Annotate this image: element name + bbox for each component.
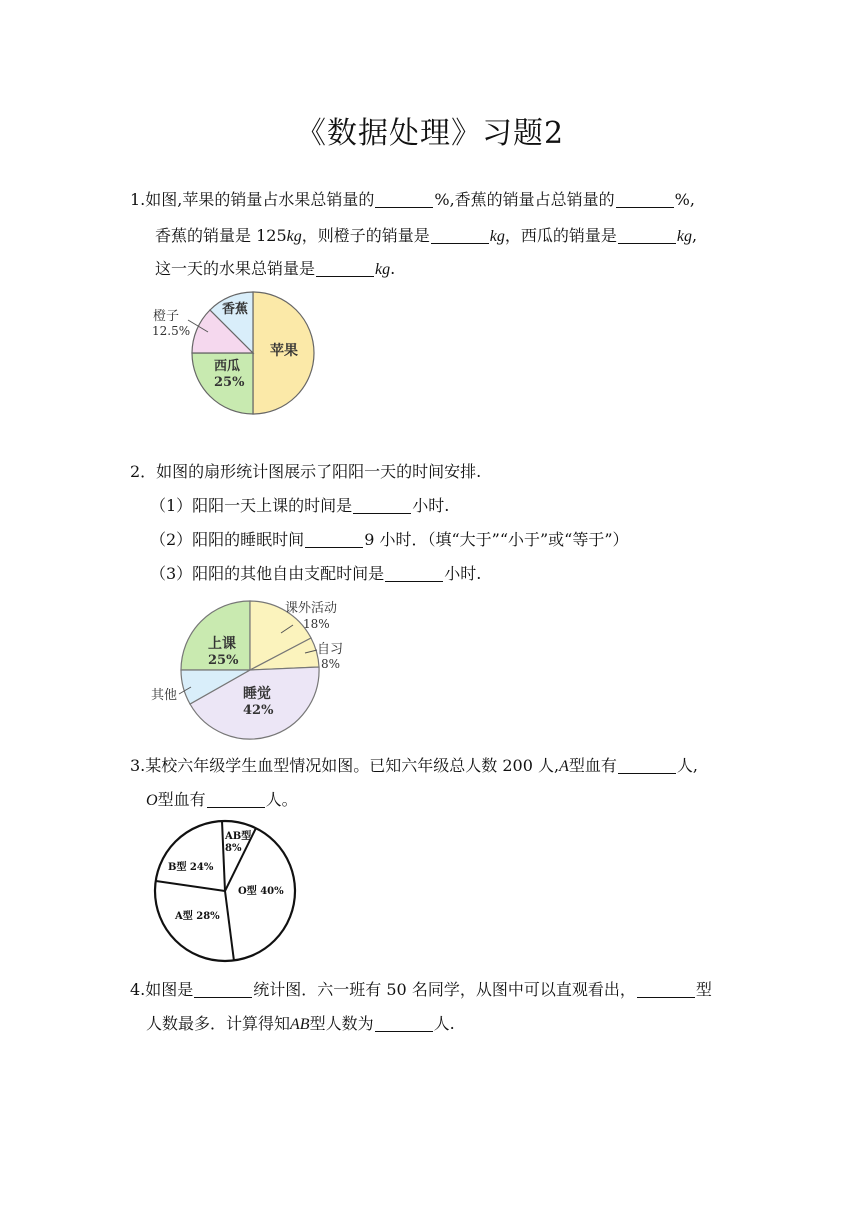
q1-text: .: [390, 259, 396, 278]
label-ab: AB型: [225, 831, 252, 842]
q2-text: 小时.: [412, 496, 450, 515]
unit-kg: kg: [375, 261, 391, 278]
label-apple: 苹果: [270, 343, 298, 359]
q4-text: 人.: [433, 1014, 455, 1033]
q1-text: %,香蕉的销量占总销量的: [434, 190, 615, 209]
label-class: 上课: [208, 636, 236, 652]
answer-blank[interactable]: [375, 1015, 433, 1032]
fruit-pie-chart: [140, 290, 340, 420]
answer-blank[interactable]: [353, 497, 411, 514]
q2-text: 9 小时．（填“大于”“小于”或“等于”）: [364, 530, 629, 549]
answer-blank[interactable]: [431, 227, 489, 244]
answer-blank[interactable]: [194, 981, 252, 998]
q1-text: ,: [692, 226, 698, 245]
q4-text: 4.如图是: [130, 980, 194, 999]
q2-intro: 2．如图的扇形统计图展示了阳阳一天的时间安排.: [130, 462, 482, 481]
q2-text: （1）阳阳一天上课的时间是: [150, 496, 353, 515]
q4-text: 统计图．六一班有 50 名同学，从图中可以直观看出，: [253, 980, 636, 999]
q2-text: （3）阳阳的其他自由支配时间是: [150, 564, 385, 583]
q3-text: 3.某校六年级学生血型情况如图。已知六年级总人数 200 人,: [130, 756, 560, 775]
q4-line-1: [130, 980, 712, 1000]
q4-text: 型: [695, 980, 712, 999]
q1-line-1: [130, 190, 695, 210]
label-o: O型 40%: [238, 886, 284, 897]
var-a: A: [559, 758, 569, 775]
label-orange-pct: 12.5%: [152, 324, 191, 338]
label-extra: 课外活动: [285, 601, 338, 616]
q1-text: ，则橙子的销量是: [301, 226, 430, 245]
q3-text: 人,: [676, 756, 698, 775]
answer-blank[interactable]: [618, 757, 676, 774]
answer-blank[interactable]: [618, 227, 676, 244]
q2-text: （2）阳阳的睡眠时间: [150, 530, 305, 549]
schedule-pie-chart: [145, 595, 375, 740]
label-a: A型 28%: [175, 911, 220, 922]
q1-text: 1.如图,苹果的销量占水果总销量的: [130, 190, 375, 209]
q3-line-2: [146, 790, 298, 811]
unit-kg: kg: [489, 228, 505, 245]
label-other: 其他: [151, 688, 178, 703]
q1-line-2: [155, 226, 697, 247]
q3-text: 型血有: [157, 790, 206, 809]
label-sleep-pct: 42%: [243, 703, 274, 718]
unit-kg: kg: [286, 228, 302, 245]
answer-blank[interactable]: [305, 531, 363, 548]
q2-sub-2: [150, 530, 629, 550]
label-b: B型 24%: [168, 862, 214, 873]
q4-text: 型人数为: [309, 1014, 374, 1033]
var-ab: AB: [290, 1016, 310, 1033]
q1-text: %,: [674, 190, 695, 209]
q3-line-1: [130, 756, 698, 777]
q2-sub-3: [150, 564, 481, 584]
q1-line-3: [155, 259, 395, 280]
label-watermelon: 西瓜: [214, 359, 241, 374]
answer-blank[interactable]: [616, 191, 674, 208]
label-self-pct: 8%: [321, 657, 341, 671]
label-extra-pct: 18%: [303, 617, 330, 631]
q3-text: 型血有: [568, 756, 617, 775]
label-self: 自习: [317, 642, 344, 657]
answer-blank[interactable]: [316, 260, 374, 277]
var-o: O: [146, 792, 158, 809]
q1-text: ，西瓜的销量是: [504, 226, 617, 245]
unit-kg: kg: [676, 228, 692, 245]
q4-line-2: [146, 1014, 455, 1035]
label-watermelon-pct: 25%: [214, 375, 245, 390]
answer-blank[interactable]: [385, 565, 443, 582]
label-class-pct: 25%: [208, 653, 239, 668]
q2-sub-1: [150, 496, 449, 516]
answer-blank[interactable]: [207, 791, 265, 808]
page-title: 《数据处理》习题2: [295, 116, 565, 151]
q2-text: 小时.: [444, 564, 482, 583]
q1-text: 香蕉的销量是 125: [155, 226, 287, 245]
label-sleep: 睡觉: [243, 686, 271, 702]
q3-text: 人。: [265, 790, 298, 809]
label-banana: 香蕉: [222, 302, 249, 317]
label-ab-pct: 8%: [225, 843, 242, 854]
q4-text: 人数最多．计算得知: [146, 1014, 291, 1033]
answer-blank[interactable]: [637, 981, 695, 998]
q1-text: 这一天的水果总销量是: [155, 259, 316, 278]
answer-blank[interactable]: [375, 191, 433, 208]
label-orange: 橙子: [153, 309, 180, 324]
blood-type-pie-chart: [150, 815, 300, 965]
